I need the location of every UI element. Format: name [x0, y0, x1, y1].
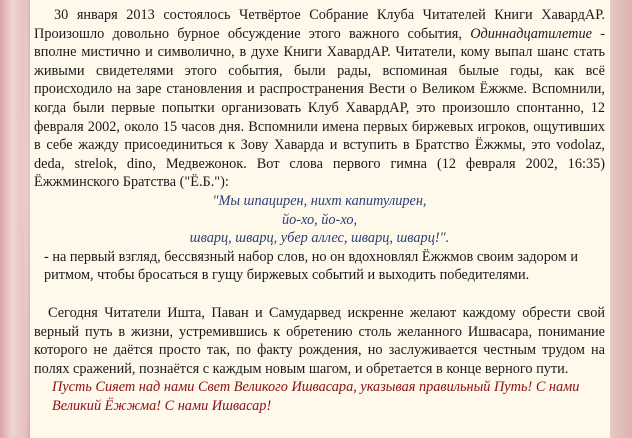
closing-blessing: Пусть Сияет над нами Свет Великого Ишвасара, указывая правильный Путь! С нами Великий Ёжжма! С нами Ишвасар!	[52, 379, 580, 414]
hymn-line-1: "Мы шпацирен, нихт капитулирен,	[212, 192, 427, 209]
hymn-quote	[34, 192, 605, 248]
paragraph-wishes: Сегодня Читатели Ишта, Паван и Самударвед искренне желают каждому обрести свой верный путь в жизни, устремившись к обретению столь желанного Ишвасара, понимание которого не даётся просто так, по факту рождения, но заслуживается честным трудом на полях сражений, познаётся с каждым новым шагом, и обретается в конце верного пути.	[34, 304, 605, 377]
intro-text-start: 30 января 2013 состоялось Четвёртое Собрание Клуба Читателей Книги ХавардАР. Произошло довольно бурное обсуждение этого важного события,	[34, 7, 605, 42]
paragraph-spacer	[34, 285, 605, 304]
hymn-line-2: йо-хо, йо-хо,	[281, 211, 358, 228]
article-body	[34, 6, 605, 415]
hymn-line-3: шварц, шварц, убер аллес, шварц, шварц!".	[189, 230, 450, 247]
paragraph-hymn-comment: - на первый взгляд, бессвязный набор слов, но он вдохновлял Ёжжмов своим задором и ритмом, чтобы бросаться в гущу биржевых событий и выходить победителями.	[44, 248, 578, 284]
paragraph-intro	[34, 6, 605, 192]
intro-text-end: - вполне мистично и символично, в духе Книги ХавардАР. Читатели, кому выпал шанс стать живыми свидетелями этого события, были рады, вспоминая былые годы, как всё происходило на заре становления и распространения Вести о Великом Ёжжме. Вспомнили, когда были первые попытки организовать Клуб ХавардАР, это произошло спонтанно, 12 февраля 2002, около 15 часов дня. Вспомнили имена первых биржевых игроков, ощутивших в себе жажду присоединиться к Зову Хаварда и вступить в Братство Ёжжмы, это vodolaz, deda, strelok, dino, Медвежонок. Вот слова первого гимна (12 февраля 2002, 16:35) Ёжжминского Братства ("Ё.Б."):	[34, 25, 605, 191]
anniversary-italic: Одиннадцатилетие	[470, 25, 592, 42]
page-edge-decoration	[610, 0, 632, 438]
